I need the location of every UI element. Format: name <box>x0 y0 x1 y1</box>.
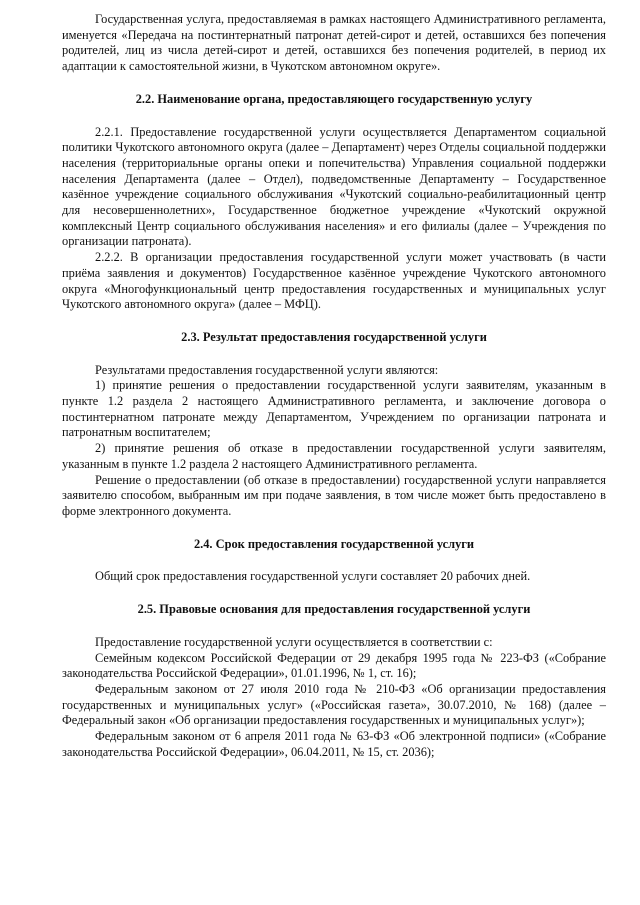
section-2-5-paragraph-2: Семейным кодексом Российской Федерации от 29 декабря 1995 года № 223-ФЗ («Собрание законодательства Российской Федерации», 01.01.1996, № 1, ст. 16); <box>62 650 606 681</box>
section-2-5-paragraph-1: Предоставление государственной услуги осуществляется в соответствии с: <box>95 634 493 649</box>
section-2-5-paragraph-3: Федеральным законом от 27 июля 2010 года № 210-ФЗ «Об организации предоставления государственных и муниципальных услуг» («Российская газета», 30.07.2010, № 168) (далее – Федеральный закон «Об организации предоставления государственных и муниципальных услуг»); <box>62 681 606 728</box>
intro-paragraph: Государственная услуга, предоставляемая в рамках настоящего Административного регламента, именуется «Передача на постинтернатный патронат детей-сирот и детей, оставшихся без попечения родителей, лиц из числа детей-сирот и детей, оставшихся без попечения родителей, в период их адаптации к самостоятельной жизни, в Чукотском автономном округе». <box>62 12 606 74</box>
section-2-4-heading: 2.4. Срок предоставления государственной услуги <box>193 536 475 551</box>
section-2-4-paragraph-1: Общий срок предоставления государственной услуги составляет 20 рабочих дней. <box>95 569 531 584</box>
section-2-2-paragraph-1: 2.2.1. Предоставление государственной услуги осуществляется Департаментом социальной политики Чукотского автономного округа (далее – Департамент) через Отделы социальной поддержки населения (территориальные органы опеки и попечительства) Управления социальной поддержки населения Департамента (далее – Отдел), подведомственные Департаменту – Государственное казённое учреждение социального обслуживания «Чукотский социально-реабилитационный центр для несовершеннолетних», Государственное бюджетное учреждение «Чукотский окружной комплексный Центр социального обслуживания населения» и его филиалы (далее – Учреждения по организации патроната). <box>62 124 606 249</box>
section-2-3-paragraph-1: Результатами предоставления государственной услуги являются: <box>95 362 439 377</box>
section-2-2-heading: 2.2. Наименование органа, предоставляющего государственную услугу <box>135 91 533 106</box>
section-2-5-paragraph-4: Федеральным законом от 6 апреля 2011 года № 63-ФЗ «Об электронной подписи» («Собрание законодательства Российской Федерации», 06.04.2011, № 15, ст. 2036); <box>62 729 606 759</box>
section-2-3-paragraph-3: 2) принятие решения об отказе в предоставлении государственной услуги заявителям, указанным в пункте 1.2 раздела 2 настоящего Административного регламента. <box>62 441 606 471</box>
section-2-2-paragraph-2: 2.2.2. В организации предоставления государственной услуги может участвовать (в части приёма заявления и документов) Государственное казённое учреждение Чукотского автономного округа «Многофункциональный центр предоставления государственных и муниципальных услуг Чукотского автономного округа» (далее – МФЦ). <box>62 250 606 312</box>
section-2-3-heading: 2.3. Результат предоставления государственной услуги <box>181 329 487 344</box>
section-2-3-paragraph-4: Решение о предоставлении (об отказе в предоставлении) государственной услуги направляется заявителю способом, выбранным им при подаче заявления, в том числе может быть предоставлено в форме электронного документа. <box>62 472 606 518</box>
section-2-5-heading: 2.5. Правовые основания для предоставления государственной услуги <box>137 602 531 617</box>
section-2-3-paragraph-2: 1) принятие решения о предоставлении государственной услуги заявителям, указанным в пункте 1.2 раздела 2 настоящего Административного регламента, и заключение договора о постинтернатном патронате между Департаментом, Учреждением по организации патроната и патронатным воспитателем; <box>62 378 606 440</box>
